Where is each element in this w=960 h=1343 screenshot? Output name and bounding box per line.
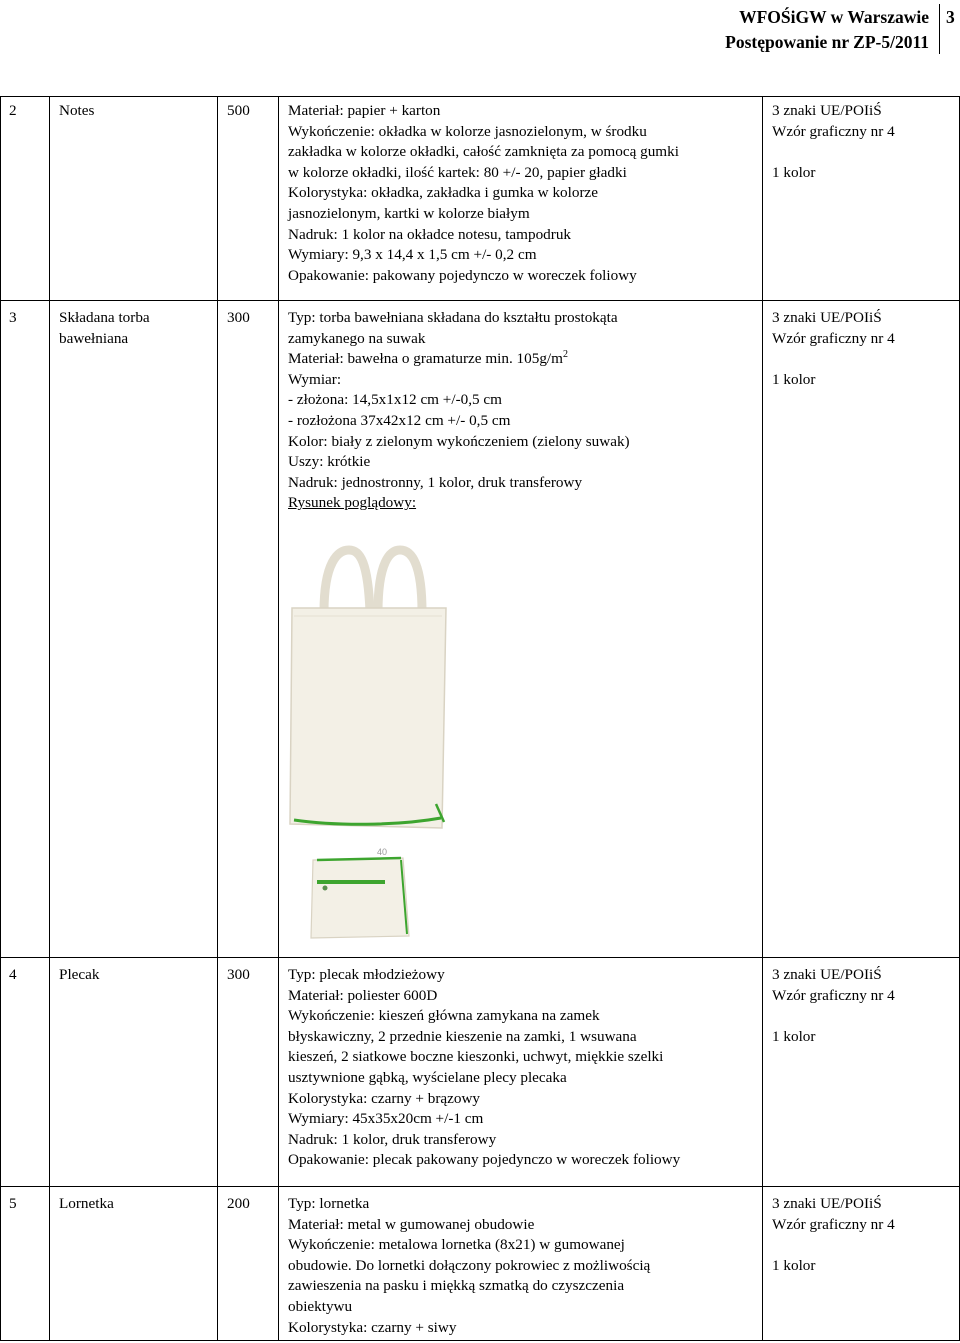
quantity: 300 [227, 309, 250, 326]
description-line: Nadruk: jednostronny, 1 kolor, druk transferowy [288, 473, 583, 491]
tote-bag-image [286, 532, 456, 832]
superscript: 2 [562, 349, 568, 361]
row-number: 3 [9, 309, 17, 326]
product-name [59, 1194, 114, 1215]
marking-info [772, 308, 895, 390]
marking-line: Wzór graficzny nr 4 [772, 122, 895, 140]
marking-line: 1 kolor [772, 370, 816, 388]
description-line: Kolor: biały z zielonym wykończeniem (zielony suwak) [288, 432, 630, 450]
description-line: Typ: lornetka [288, 1195, 370, 1212]
description-line: Typ: torba bawełniana składana do kształtu prostokąta [288, 309, 618, 326]
table-rule [49, 96, 50, 1341]
marking-line: 1 kolor [772, 1027, 816, 1045]
description-line: w kolorze okładki, ilość kartek: 80 +/- 20, papier gładki [288, 163, 627, 181]
product-description [288, 1194, 650, 1338]
description-line: Materiał: papier + karton [288, 102, 441, 119]
description-line: Materiał: poliester 600D [288, 986, 438, 1004]
product-name-line: Składana torba [59, 309, 150, 326]
marking-info [772, 101, 895, 183]
table-rule [0, 96, 960, 97]
header-proceeding: Postępowanie nr ZP-5/2011 [725, 32, 929, 52]
description-line: błyskawiczny, 2 przednie kieszenie na zamki, 1 wsuwana [288, 1027, 637, 1045]
description-line: Kolorystyka: czarny + brązowy [288, 1089, 481, 1107]
page-header [0, 0, 960, 56]
tote-bag-drawing [286, 532, 456, 832]
description-line: zakładka w kolorze okładki, całość zamknięta za pomocą gumki [288, 143, 679, 161]
description-line: - złożona: 14,5x1x12 cm +/-0,5 cm [288, 391, 502, 409]
description-line: Wymiar: [288, 370, 342, 388]
description-line: Kolorystyka: okładka, zakładka i gumka w kolorze [288, 184, 598, 202]
product-name-line: Plecak [59, 966, 100, 983]
folded-bag-drawing [305, 848, 415, 943]
product-description [288, 308, 630, 514]
product-name [59, 965, 99, 986]
description-line: jasnozielonym, kartki w kolorze białym [288, 204, 530, 222]
description-line: Wykończenie: metalowa lornetka (8x21) w gumowanej [288, 1236, 625, 1254]
marking-line: 1 kolor [772, 163, 816, 181]
description-line: Opakowanie: pakowany pojedynczo w woreczek foliowy [288, 266, 637, 284]
description-line: Nadruk: 1 kolor, druk transferowy [288, 1130, 497, 1148]
marking-line: 1 kolor [772, 1256, 816, 1274]
description-line: Wykończenie: okładka w kolorze jasnozielonym, w środku [288, 122, 647, 140]
marking-line: Wzór graficzny nr 4 [772, 1215, 895, 1233]
product-name-line: bawełniana [59, 329, 129, 347]
table-rule [278, 96, 279, 1341]
product-name-line: Lornetka [59, 1195, 114, 1212]
description-line: Wymiary: 45x35x20cm +/-1 cm [288, 1110, 484, 1128]
product-name [59, 101, 94, 122]
description-line: kieszeń, 2 siatkowe boczne kieszonki, uchwyt, miękkie szelki [288, 1048, 664, 1066]
header-divider [939, 4, 940, 54]
product-description [288, 965, 680, 1171]
description-line: - rozłożona 37x42x12 cm +/- 0,5 cm [288, 411, 511, 429]
table-rule [0, 300, 960, 301]
marking-line: 3 znaki UE/POIiŚ [772, 1195, 882, 1212]
quantity: 200 [227, 1195, 250, 1212]
marking-line: Wzór graficzny nr 4 [772, 329, 895, 347]
row-number: 5 [9, 1195, 17, 1212]
description-line: zamykanego na suwak [288, 329, 426, 347]
folded-bag-image [305, 848, 415, 943]
description-line: obiektywu [288, 1297, 353, 1315]
marking-info [772, 965, 895, 1047]
description-line: zawieszenia na pasku i miękką szmatką do czyszczenia [288, 1277, 625, 1295]
quantity: 500 [227, 102, 250, 119]
description-line: Wymiary: 9,3 x 14,4 x 1,5 cm +/- 0,2 cm [288, 246, 537, 264]
product-name [59, 308, 150, 349]
table-rule [0, 957, 960, 958]
description-line [288, 349, 630, 370]
table-rule [0, 1340, 960, 1341]
table-rule [762, 96, 763, 1341]
header-text [725, 5, 929, 55]
header-org: WFOŚiGW w Warszawie [739, 7, 929, 27]
description-line: Materiał: metal w gumowanej obudowie [288, 1215, 535, 1233]
marking-line: 3 znaki UE/POIiŚ [772, 966, 882, 983]
illustration-caption: Rysunek poglądowy: [288, 494, 417, 512]
table-rule [0, 96, 1, 1341]
page-number: 3 [946, 7, 955, 27]
image-label: 40 [377, 847, 388, 857]
table-rule [217, 96, 218, 1341]
row-number: 2 [9, 102, 17, 119]
quantity: 300 [227, 966, 250, 983]
description-line: Typ: plecak młodzieżowy [288, 966, 445, 983]
material-text: Materiał: bawełna o gramaturze min. 105g/m [288, 350, 563, 368]
row-number: 4 [9, 966, 17, 983]
description-line: obudowie. Do lornetki dołączony pokrowiec z możliwością [288, 1256, 651, 1274]
table-rule [0, 1186, 960, 1187]
marking-line: Wzór graficzny nr 4 [772, 986, 895, 1004]
product-name-line: Notes [59, 102, 95, 119]
marking-line: 3 znaki UE/POIiŚ [772, 309, 882, 326]
description-line: Kolorystyka: czarny + siwy [288, 1318, 457, 1336]
product-description [288, 101, 679, 286]
marking-line: 3 znaki UE/POIiŚ [772, 102, 882, 119]
description-line: usztywnione gąbką, wyścielane plecy plecaka [288, 1068, 567, 1086]
description-line: Nadruk: 1 kolor na okładce notesu, tampodruk [288, 225, 572, 243]
description-line: Uszy: krótkie [288, 453, 371, 471]
description-line: Opakowanie: plecak pakowany pojedynczo w woreczek foliowy [288, 1151, 681, 1169]
marking-info [772, 1194, 895, 1276]
description-line: Wykończenie: kieszeń główna zamykana na zamek [288, 1007, 600, 1025]
